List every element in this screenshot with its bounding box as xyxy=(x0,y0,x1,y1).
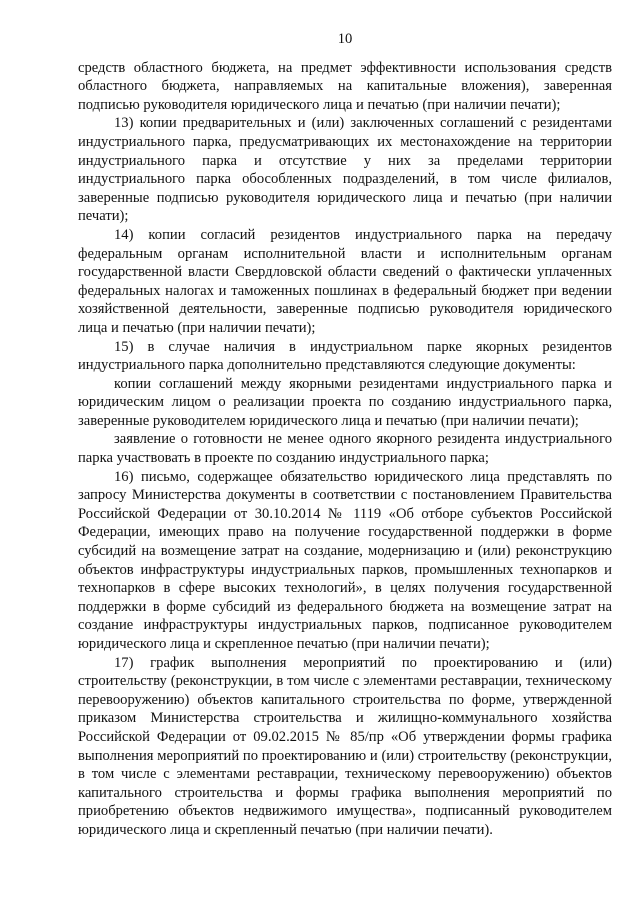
paragraph-item-15: 15) в случае наличия в индустриальном парке якорных резидентов индустриального парка дополнительно представляются следующие документы: xyxy=(78,338,612,374)
paragraph-item-16: 16) письмо, содержащее обязательство юридического лица представлять по запросу Министерства документы в соответствии с постановлением Правительства Российской Федерации от 30.10.2014 № 1119 «Об отборе субъектов Российской Федерации, имеющих право на получение государственной поддержки в форме субсидий на возмещение затрат на создание, модернизацию и (или) реконструкцию объектов инфраструктуры индустриальных парков, промышленных технопарков и технопарков в сфере высоких технологий», в целях получения государственной поддержки в форме субсидий из федерального бюджета на возмещение затрат на создание инфраструктуры индустриальных парков, подписанное руководителем юридического лица и скрепленное печатью (при наличии печати); xyxy=(78,468,612,652)
paragraph-item-17: 17) график выполнения мероприятий по проектированию и (или) строительству (реконструкции, в том числе с элементами реставрации, техническому перевооружению) объектов капитального строительства по форме, утвержденной приказом Министерства строительства и жилищно-коммунального хозяйства Российской Федерации от 09.02.2015 № 85/пр «Об утверждении формы графика выполнения мероприятий по проектированию и (или) строительству (реконструкции, в том числе с элементами реставрации, техническому перевооружению) объектов капитального строительства и формы графика выполнения мероприятий по приобретению объектов недвижимого имущества», подписанный руководителем юридического лица и скрепленный печатью (при наличии печати). xyxy=(78,654,612,838)
paragraph-item-13: 13) копии предварительных и (или) заключенных соглашений с резидентами индустриального парка, предусматривающих их местонахождение на территории индустриального парка и отсутствие у них за пределами территории индустриального парка обособленных подразделений, в том числе филиалов, заверенные подписью руководителя юридического лица и печатью (при наличии печати); xyxy=(78,115,612,225)
page-number: 10 xyxy=(337,31,353,47)
paragraph-item-14: 14) копии согласий резидентов индустриального парка на передачу федеральным органам исполнительной власти и исполнительным органам государственной власти Свердловской области сведений о фактически уплаченных федеральных налогах и таможенных пошлинах в федеральный бюджет при ведении хозяйственной деятельности, заверенные подписью руководителя юридического лица и печатью (при наличии печати); xyxy=(78,226,612,336)
paragraph-item-15-statement: заявление о готовности не менее одного якорного резидента индустриального парка участвовать в проекте по созданию индустриального парка; xyxy=(78,431,612,467)
paragraph-item-15-agreements: копии соглашений между якорными резидентами индустриального парка и юридическим лицом о реализации проекта по созданию индустриального парка, заверенные руководителем юридического лица и печатью (при наличии печати); xyxy=(78,375,612,429)
document-page xyxy=(78,30,612,840)
paragraph-continuation: средств областного бюджета, на предмет эффективности использования средств областного бюджета, направляемых на капитальные вложения), заверенная подписью руководителя юридического лица и печатью (при наличии печати); xyxy=(78,59,612,113)
